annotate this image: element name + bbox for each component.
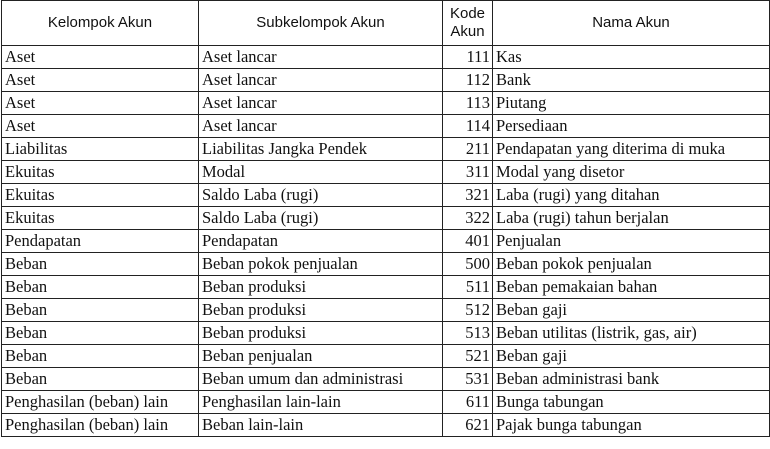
cell-subkelompok-akun: Liabilitas Jangka Pendek: [199, 138, 443, 161]
cell-kelompok-akun: Penghasilan (beban) lain: [2, 391, 199, 414]
table-row: [2, 391, 770, 414]
cell-kode-akun: 621: [443, 414, 493, 437]
cell-nama-akun: Beban utilitas (listrik, gas, air): [493, 322, 770, 345]
table-row: [2, 345, 770, 368]
cell-kode-akun: 531: [443, 368, 493, 391]
cell-kelompok-akun: Beban: [2, 299, 199, 322]
table-row: [2, 230, 770, 253]
cell-kode-akun: 111: [443, 46, 493, 69]
cell-nama-akun: Persediaan: [493, 115, 770, 138]
cell-nama-akun: Pajak bunga tabungan: [493, 414, 770, 437]
table-header: [2, 1, 770, 46]
header-kode-line1: Kode: [449, 5, 486, 22]
cell-nama-akun: Beban pemakaian bahan: [493, 276, 770, 299]
cell-nama-akun: Beban gaji: [493, 345, 770, 368]
header-kode-line2: Akun: [450, 23, 485, 40]
cell-nama-akun: Kas: [493, 46, 770, 69]
cell-nama-akun: Laba (rugi) tahun berjalan: [493, 207, 770, 230]
cell-kelompok-akun: Pendapatan: [2, 230, 199, 253]
cell-kelompok-akun: Ekuitas: [2, 207, 199, 230]
cell-subkelompok-akun: Beban lain-lain: [199, 414, 443, 437]
cell-nama-akun: Pendapatan yang diterima di muka: [493, 138, 770, 161]
cell-kode-akun: 322: [443, 207, 493, 230]
cell-kelompok-akun: Beban: [2, 368, 199, 391]
table-row: [2, 299, 770, 322]
cell-subkelompok-akun: Beban produksi: [199, 322, 443, 345]
cell-kode-akun: 500: [443, 253, 493, 276]
cell-nama-akun: Laba (rugi) yang ditahan: [493, 184, 770, 207]
header-nama-akun: Nama Akun: [493, 1, 770, 46]
cell-subkelompok-akun: Beban produksi: [199, 276, 443, 299]
cell-kode-akun: 512: [443, 299, 493, 322]
cell-subkelompok-akun: Modal: [199, 161, 443, 184]
cell-kode-akun: 321: [443, 184, 493, 207]
cell-kelompok-akun: Aset: [2, 92, 199, 115]
chart-of-accounts-table: [1, 0, 770, 437]
cell-kode-akun: 611: [443, 391, 493, 414]
table-row: [2, 115, 770, 138]
cell-kelompok-akun: Ekuitas: [2, 184, 199, 207]
cell-subkelompok-akun: Beban umum dan administrasi: [199, 368, 443, 391]
cell-kelompok-akun: Beban: [2, 322, 199, 345]
cell-kelompok-akun: Beban: [2, 253, 199, 276]
cell-nama-akun: Beban administrasi bank: [493, 368, 770, 391]
table-row: [2, 253, 770, 276]
cell-nama-akun: Penjualan: [493, 230, 770, 253]
cell-kelompok-akun: Beban: [2, 345, 199, 368]
table-row: [2, 368, 770, 391]
table-row: [2, 46, 770, 69]
cell-subkelompok-akun: Saldo Laba (rugi): [199, 184, 443, 207]
cell-nama-akun: Modal yang disetor: [493, 161, 770, 184]
header-row: [2, 1, 770, 46]
cell-kode-akun: 311: [443, 161, 493, 184]
cell-nama-akun: Beban gaji: [493, 299, 770, 322]
table-body: [2, 46, 770, 437]
table-row: [2, 276, 770, 299]
cell-subkelompok-akun: Beban pokok penjualan: [199, 253, 443, 276]
table-row: [2, 161, 770, 184]
table-row: [2, 138, 770, 161]
cell-kode-akun: 112: [443, 69, 493, 92]
header-subkelompok-akun: Subkelompok Akun: [199, 1, 443, 46]
table-row: [2, 184, 770, 207]
table-row: [2, 414, 770, 437]
cell-nama-akun: Piutang: [493, 92, 770, 115]
cell-kode-akun: 401: [443, 230, 493, 253]
cell-kode-akun: 511: [443, 276, 493, 299]
header-kode-akun: [443, 1, 493, 46]
cell-subkelompok-akun: Beban penjualan: [199, 345, 443, 368]
cell-subkelompok-akun: Saldo Laba (rugi): [199, 207, 443, 230]
cell-subkelompok-akun: Aset lancar: [199, 69, 443, 92]
cell-subkelompok-akun: Penghasilan lain-lain: [199, 391, 443, 414]
cell-nama-akun: Bunga tabungan: [493, 391, 770, 414]
cell-subkelompok-akun: Pendapatan: [199, 230, 443, 253]
cell-kelompok-akun: Ekuitas: [2, 161, 199, 184]
cell-kode-akun: 113: [443, 92, 493, 115]
cell-kelompok-akun: Aset: [2, 69, 199, 92]
cell-subkelompok-akun: Aset lancar: [199, 46, 443, 69]
table-row: [2, 322, 770, 345]
cell-subkelompok-akun: Aset lancar: [199, 115, 443, 138]
cell-subkelompok-akun: Beban produksi: [199, 299, 443, 322]
cell-nama-akun: Bank: [493, 69, 770, 92]
cell-kelompok-akun: Beban: [2, 276, 199, 299]
header-kelompok-akun: Kelompok Akun: [2, 1, 199, 46]
table-row: [2, 69, 770, 92]
cell-nama-akun: Beban pokok penjualan: [493, 253, 770, 276]
cell-kode-akun: 513: [443, 322, 493, 345]
cell-kode-akun: 114: [443, 115, 493, 138]
cell-kode-akun: 211: [443, 138, 493, 161]
cell-kelompok-akun: Liabilitas: [2, 138, 199, 161]
cell-kelompok-akun: Aset: [2, 46, 199, 69]
cell-subkelompok-akun: Aset lancar: [199, 92, 443, 115]
cell-kelompok-akun: Aset: [2, 115, 199, 138]
table-row: [2, 207, 770, 230]
cell-kode-akun: 521: [443, 345, 493, 368]
cell-kelompok-akun: Penghasilan (beban) lain: [2, 414, 199, 437]
table-row: [2, 92, 770, 115]
